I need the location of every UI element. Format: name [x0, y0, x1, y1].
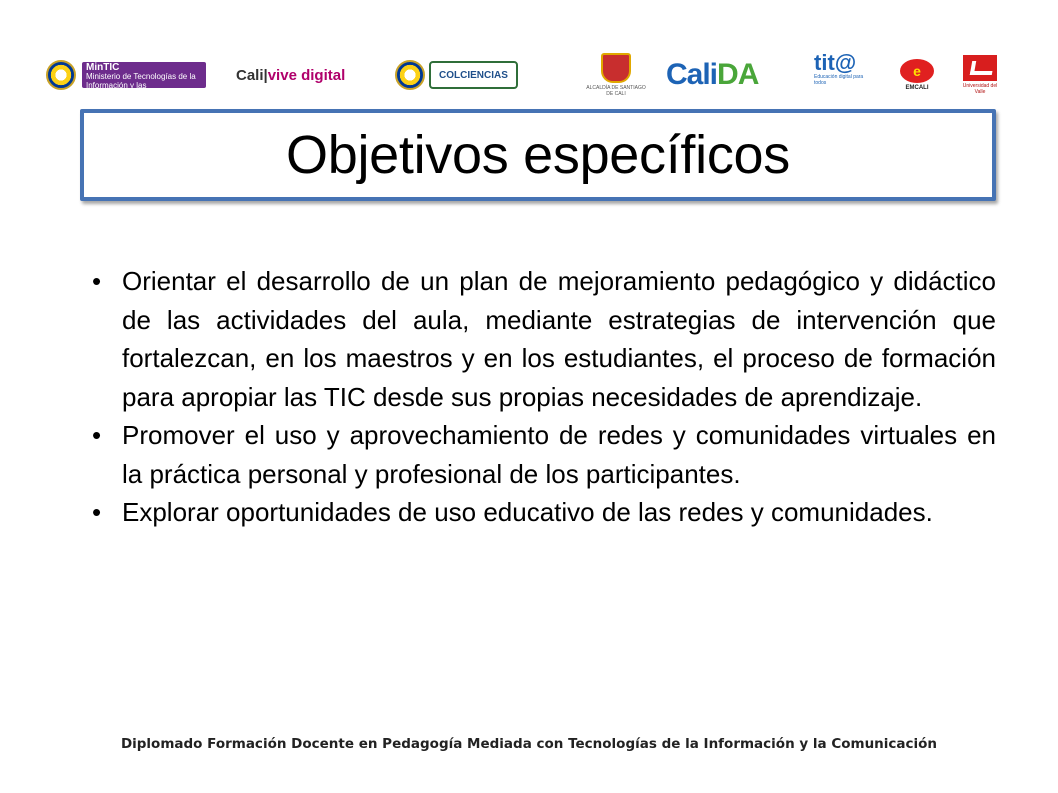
emcali-logo-name: EMCALI [905, 85, 929, 91]
objectives-list [90, 262, 996, 532]
colombia-seal-icon [46, 60, 76, 90]
cali-vive-digital-part2: vive digital [267, 66, 346, 84]
alcaldia-cali-logo [586, 52, 646, 98]
mintic-logo-subtitle: Ministerio de Tecnologías de la Información y las Comunicaciones [86, 72, 196, 99]
alcaldia-logo-text: ALCALDÍA DE SANTIAGO DE CALI [586, 85, 646, 97]
mintic-logo [46, 52, 214, 98]
calida-logo [666, 52, 786, 98]
emcali-logo [892, 52, 942, 98]
tita-logo [814, 52, 872, 98]
mintic-logo-name: MinTIC [86, 62, 120, 73]
colciencias-logo-name: COLCIENCIAS [429, 61, 518, 89]
univalle-mark-icon [963, 55, 997, 81]
slide-title: Objetivos específicos [286, 125, 790, 185]
tita-logo-name: tit@ [814, 50, 857, 75]
objective-item-1: • Orientar el desarrollo de un plan de mejoramiento pedagógico y didáctico de las actividades del aula, mediante estrategias de intervención que fortalezcan, en los maestros y en los estudiantes, el proceso de formación para apropiar las TIC desde sus propias necesidades de aprendizaje. [90, 262, 996, 416]
calida-logo-part1: Cali [666, 58, 718, 91]
colciencias-logo [395, 52, 560, 98]
objective-item-3: • Explorar oportunidades de uso educativo de las redes y comunidades. [90, 493, 996, 532]
cali-vive-digital-part1: Cali| [236, 66, 268, 84]
univalle-logo-name: Universidad del Valle [962, 83, 998, 95]
univalle-logo [958, 52, 1002, 98]
emcali-mark-icon: e [900, 59, 934, 83]
tita-logo-tagline: Educación digital para todos [814, 74, 864, 86]
calida-logo-part2: DA [717, 58, 759, 91]
colombia-seal-icon [395, 60, 425, 90]
objective-item-2: • Promover el uso y aprovechamiento de redes y comunidades virtuales en la práctica personal y profesional de los participantes. [90, 416, 996, 493]
slide-footer: Diplomado Formación Docente en Pedagogía Mediada con Tecnologías de la Información y la Comunicación [120, 736, 938, 752]
cali-shield-icon [601, 53, 631, 83]
partner-logos-bar [0, 52, 1058, 98]
title-box [80, 109, 996, 201]
cali-vive-digital-logo [236, 52, 376, 98]
